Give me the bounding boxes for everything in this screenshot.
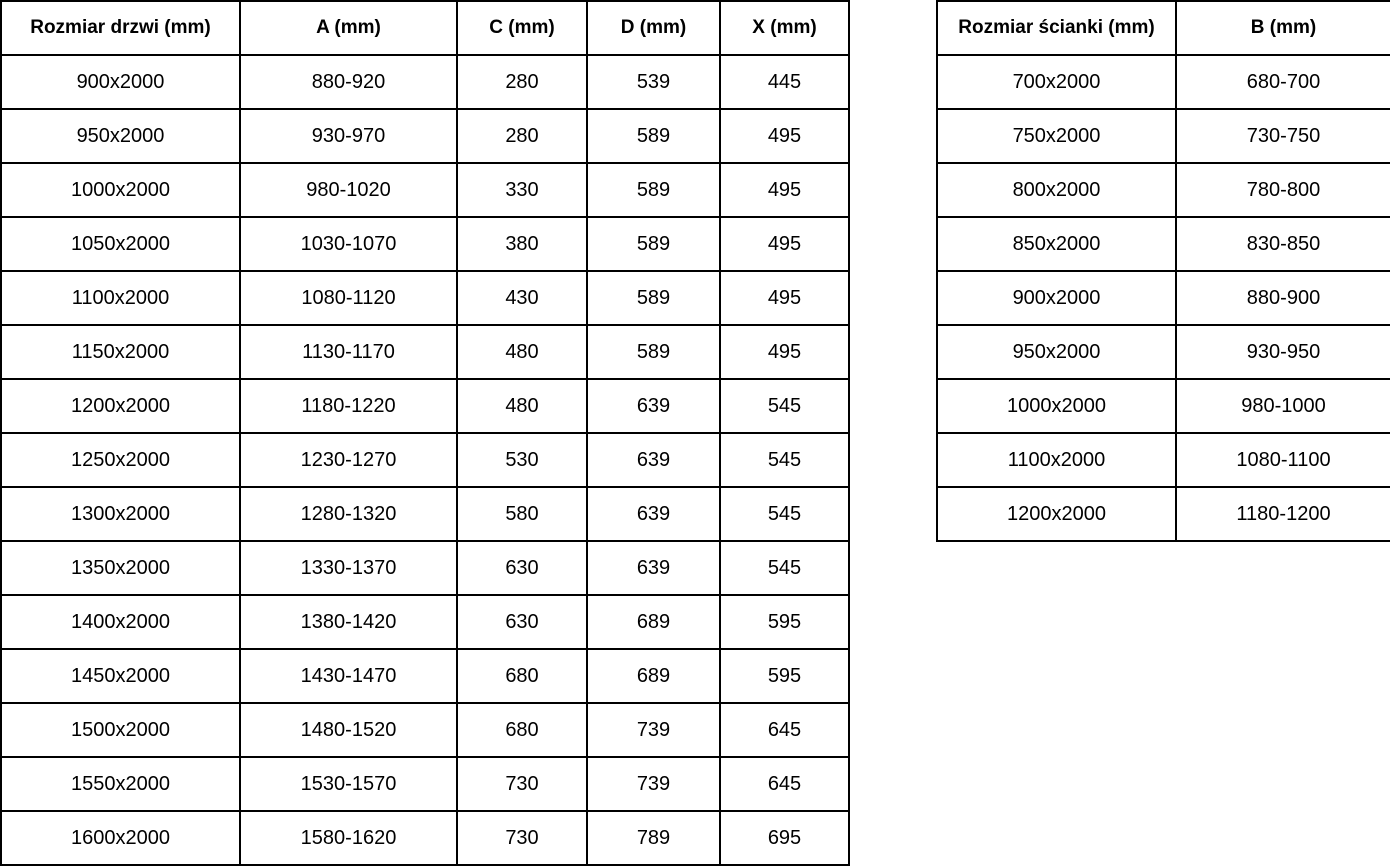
door-table-header: [1, 1, 849, 55]
header-row: [937, 1, 1390, 55]
table-cell: 1030-1070: [240, 217, 457, 271]
table-cell: 639: [587, 487, 720, 541]
table-cell: 1280-1320: [240, 487, 457, 541]
door-table-body: [1, 55, 849, 865]
wall-table-header: [937, 1, 1390, 55]
table-cell: 730: [457, 811, 587, 865]
table-cell: 480: [457, 379, 587, 433]
table-cell: 1380-1420: [240, 595, 457, 649]
table-cell: 539: [587, 55, 720, 109]
table-row: [1, 649, 849, 703]
table-cell: 1080-1120: [240, 271, 457, 325]
table-cell: 730: [457, 757, 587, 811]
table-cell: 1300x2000: [1, 487, 240, 541]
table-row: [937, 109, 1390, 163]
table-row: [937, 325, 1390, 379]
table-cell: 1400x2000: [1, 595, 240, 649]
table-cell: 930-950: [1176, 325, 1390, 379]
table-row: [1, 595, 849, 649]
table-cell: 639: [587, 379, 720, 433]
table-cell: 480: [457, 325, 587, 379]
table-cell: 530: [457, 433, 587, 487]
table-cell: 700x2000: [937, 55, 1176, 109]
table-row: [937, 271, 1390, 325]
table-cell: 980-1020: [240, 163, 457, 217]
table-row: [1, 325, 849, 379]
table-cell: 680: [457, 649, 587, 703]
table-cell: 1230-1270: [240, 433, 457, 487]
table-cell: 1430-1470: [240, 649, 457, 703]
table-cell: 1580-1620: [240, 811, 457, 865]
table-cell: 545: [720, 487, 849, 541]
table-row: [1, 271, 849, 325]
table-cell: 830-850: [1176, 217, 1390, 271]
table-cell: 1150x2000: [1, 325, 240, 379]
table-cell: 645: [720, 757, 849, 811]
table-cell: 800x2000: [937, 163, 1176, 217]
column-header: A (mm): [240, 1, 457, 55]
table-cell: 495: [720, 217, 849, 271]
table-cell: 495: [720, 271, 849, 325]
header-row: [1, 1, 849, 55]
table-cell: 1000x2000: [937, 379, 1176, 433]
table-row: [1, 163, 849, 217]
table-cell: 850x2000: [937, 217, 1176, 271]
table-cell: 595: [720, 649, 849, 703]
table-cell: 445: [720, 55, 849, 109]
table-cell: 880-900: [1176, 271, 1390, 325]
table-cell: 495: [720, 109, 849, 163]
table-cell: 695: [720, 811, 849, 865]
table-cell: 380: [457, 217, 587, 271]
table-cell: 1530-1570: [240, 757, 457, 811]
column-header: Rozmiar ścianki (mm): [937, 1, 1176, 55]
table-row: [937, 487, 1390, 541]
wall-table-body: [937, 55, 1390, 541]
table-cell: 545: [720, 379, 849, 433]
table-cell: 630: [457, 541, 587, 595]
column-header: D (mm): [587, 1, 720, 55]
table-cell: 950x2000: [937, 325, 1176, 379]
table-cell: 1100x2000: [1, 271, 240, 325]
table-row: [1, 487, 849, 541]
table-cell: 430: [457, 271, 587, 325]
table-row: [1, 109, 849, 163]
column-header: X (mm): [720, 1, 849, 55]
table-row: [1, 811, 849, 865]
table-cell: 1100x2000: [937, 433, 1176, 487]
table-cell: 680: [457, 703, 587, 757]
table-cell: 750x2000: [937, 109, 1176, 163]
table-cell: 789: [587, 811, 720, 865]
table-row: [1, 379, 849, 433]
table-row: [937, 163, 1390, 217]
table-cell: 639: [587, 433, 720, 487]
table-cell: 1200x2000: [1, 379, 240, 433]
table-cell: 780-800: [1176, 163, 1390, 217]
table-cell: 1130-1170: [240, 325, 457, 379]
table-row: [937, 55, 1390, 109]
table-row: [1, 433, 849, 487]
table-cell: 545: [720, 541, 849, 595]
table-cell: 680-700: [1176, 55, 1390, 109]
column-header: Rozmiar drzwi (mm): [1, 1, 240, 55]
table-row: [1, 703, 849, 757]
table-cell: 580: [457, 487, 587, 541]
table-cell: 330: [457, 163, 587, 217]
table-row: [1, 541, 849, 595]
table-row: [1, 757, 849, 811]
table-cell: 1550x2000: [1, 757, 240, 811]
table-cell: 1180-1220: [240, 379, 457, 433]
table-cell: 589: [587, 109, 720, 163]
table-cell: 980-1000: [1176, 379, 1390, 433]
table-cell: 1250x2000: [1, 433, 240, 487]
table-cell: 900x2000: [1, 55, 240, 109]
table-cell: 495: [720, 325, 849, 379]
table-cell: 1500x2000: [1, 703, 240, 757]
table-cell: 1000x2000: [1, 163, 240, 217]
table-cell: 280: [457, 55, 587, 109]
table-cell: 639: [587, 541, 720, 595]
table-cell: 900x2000: [937, 271, 1176, 325]
table-row: [937, 379, 1390, 433]
table-row: [1, 217, 849, 271]
table-cell: 589: [587, 325, 720, 379]
table-cell: 689: [587, 595, 720, 649]
table-cell: 1080-1100: [1176, 433, 1390, 487]
table-cell: 589: [587, 163, 720, 217]
table-cell: 880-920: [240, 55, 457, 109]
table-cell: 1200x2000: [937, 487, 1176, 541]
table-cell: 1350x2000: [1, 541, 240, 595]
table-row: [1, 55, 849, 109]
table-cell: 645: [720, 703, 849, 757]
table-cell: 1600x2000: [1, 811, 240, 865]
table-row: [937, 217, 1390, 271]
table-cell: 280: [457, 109, 587, 163]
table-cell: 1050x2000: [1, 217, 240, 271]
table-cell: 595: [720, 595, 849, 649]
table-cell: 1450x2000: [1, 649, 240, 703]
table-cell: 739: [587, 757, 720, 811]
table-row: [937, 433, 1390, 487]
table-cell: 589: [587, 217, 720, 271]
table-cell: 545: [720, 433, 849, 487]
table-cell: 689: [587, 649, 720, 703]
table-cell: 1330-1370: [240, 541, 457, 595]
table-cell: 589: [587, 271, 720, 325]
column-header: C (mm): [457, 1, 587, 55]
table-cell: 950x2000: [1, 109, 240, 163]
column-header: B (mm): [1176, 1, 1390, 55]
table-cell: 739: [587, 703, 720, 757]
wall-size-table: [936, 0, 1390, 542]
table-cell: 730-750: [1176, 109, 1390, 163]
table-cell: 1480-1520: [240, 703, 457, 757]
table-cell: 495: [720, 163, 849, 217]
table-cell: 1180-1200: [1176, 487, 1390, 541]
table-cell: 930-970: [240, 109, 457, 163]
table-cell: 630: [457, 595, 587, 649]
